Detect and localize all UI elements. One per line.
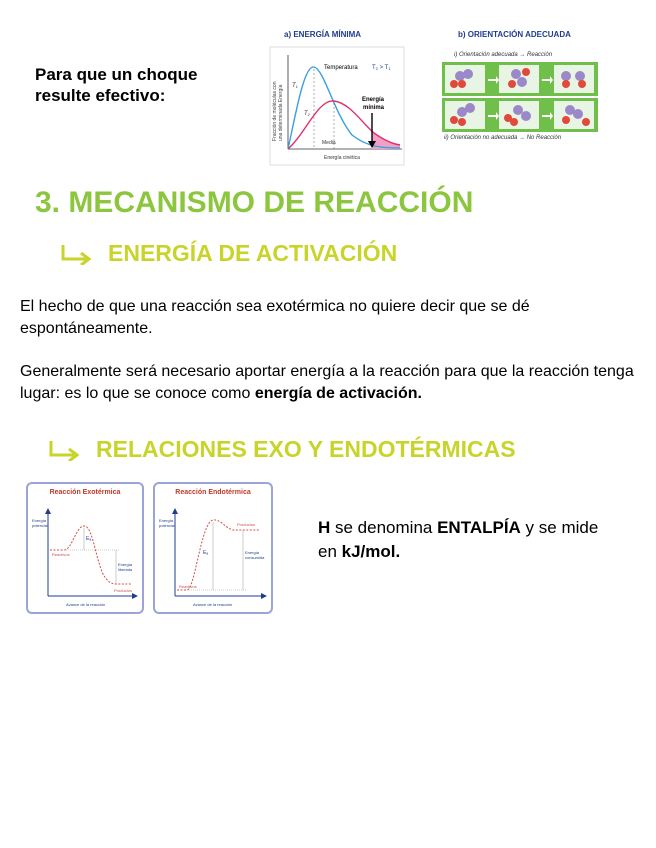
orientation-row-1-label: i) Orientación adecuada → Reacción (454, 52, 553, 58)
exo-productos-label: Productos (114, 588, 133, 593)
exothermic-title: Reacción Exotérmica (49, 489, 121, 496)
endo-ylabel-1: Energía (159, 518, 174, 523)
endo-ylabel-2: potencial (159, 523, 176, 528)
kinetic-energy-label: Energía cinética (324, 155, 360, 161)
subheading-exo-endo (48, 436, 516, 463)
molecule-collision-illustration (442, 62, 598, 134)
subheading-exo-endo-text: RELACIONES EXO Y ENDOTÉRMICAS (96, 436, 516, 462)
t1-label-text: T (292, 83, 296, 89)
endothermic-diagram-card (153, 482, 273, 614)
figure-a-ylabel-1: Fracción de moléculas con (272, 81, 278, 141)
endothermic-title: Reacción Endotérmica (175, 489, 251, 496)
endo-consumed-label-1: Energía (245, 550, 260, 555)
enthalpy-unit: kJ/mol. (341, 542, 401, 561)
enthalpy-symbol: H (318, 518, 331, 537)
figure-orientation (438, 28, 598, 148)
temperature-relation: T2 > T1 (372, 65, 391, 71)
paragraph-activation (20, 361, 640, 405)
orientation-row-2-label: ii) Orientación no adecuada → No Reacción (444, 135, 562, 141)
enthalpy-term: ENTALPÍA (437, 518, 521, 537)
enthalpy-text (318, 516, 618, 564)
t2-label: T2 (304, 111, 310, 117)
enthalpy-text-2: y se mide en (318, 518, 599, 561)
exo-xlabel: Avance de la reacción (66, 602, 106, 607)
figure-energy-minimum (262, 28, 412, 168)
arrow-icon (60, 243, 94, 265)
exothermic-diagram (28, 502, 142, 612)
endo-reactivos-label: Reactivos (179, 584, 197, 589)
endothermic-diagram (155, 502, 271, 612)
endo-consumed-label-2: consumida (245, 555, 265, 560)
subheading-activation-energy (60, 240, 397, 267)
t2-label-text: T (304, 111, 308, 117)
media-label: Media (322, 140, 336, 146)
endo-xlabel: Avance de la reacción (193, 602, 233, 607)
exo-ylabel-1: Energía (32, 518, 47, 523)
endo-ea-label: Eₐ (203, 550, 209, 556)
min-energy-label-1: Energía (362, 97, 385, 103)
section-title: 3. MECANISMO DE REACCIÓN (35, 186, 474, 219)
enthalpy-text-1: se denomina (330, 518, 438, 537)
subheading-activation-energy-text: ENERGÍA DE ACTIVACIÓN (108, 240, 398, 266)
temperature-relation-t: T (372, 65, 376, 71)
intro-text (35, 64, 255, 106)
paragraph-activation-text: Generalmente será necesario aportar energía a la reacción para que la reacción tenga lugar: es lo que se conoce como (20, 363, 634, 402)
exo-ea-label: Eₐ (86, 536, 92, 542)
endo-productos-label: Productos (237, 522, 256, 527)
exo-released-label-1: Energía (118, 562, 133, 567)
figure-a-title: a) ENERGÍA MÍNIMA (284, 30, 362, 39)
min-energy-label-2: mínima (363, 105, 385, 111)
exothermic-diagram-card (26, 482, 144, 614)
intro-line-2: resulte efectivo: (35, 86, 166, 105)
temperature-label: Temperatura (324, 65, 358, 71)
exo-reactivos-label: Reactivos (52, 552, 70, 557)
activation-energy-term: energía de activación. (254, 385, 422, 402)
paragraph-exothermic: El hecho de que una reacción sea exotérmica no quiere decir que se dé espontáneamente. (20, 298, 530, 337)
exo-released-label-2: liberada (118, 567, 133, 572)
figure-a-ylabel-2: una determinada Energía (278, 84, 284, 141)
exo-ylabel-2: potencial (32, 523, 49, 528)
energy-distribution-graph (262, 43, 412, 168)
t1-label: T1 (292, 83, 298, 89)
intro-line-1: Para que un choque (35, 65, 198, 84)
figure-b-title: b) ORIENTACIÓN ADECUADA (458, 30, 571, 39)
arrow-icon (48, 439, 82, 461)
